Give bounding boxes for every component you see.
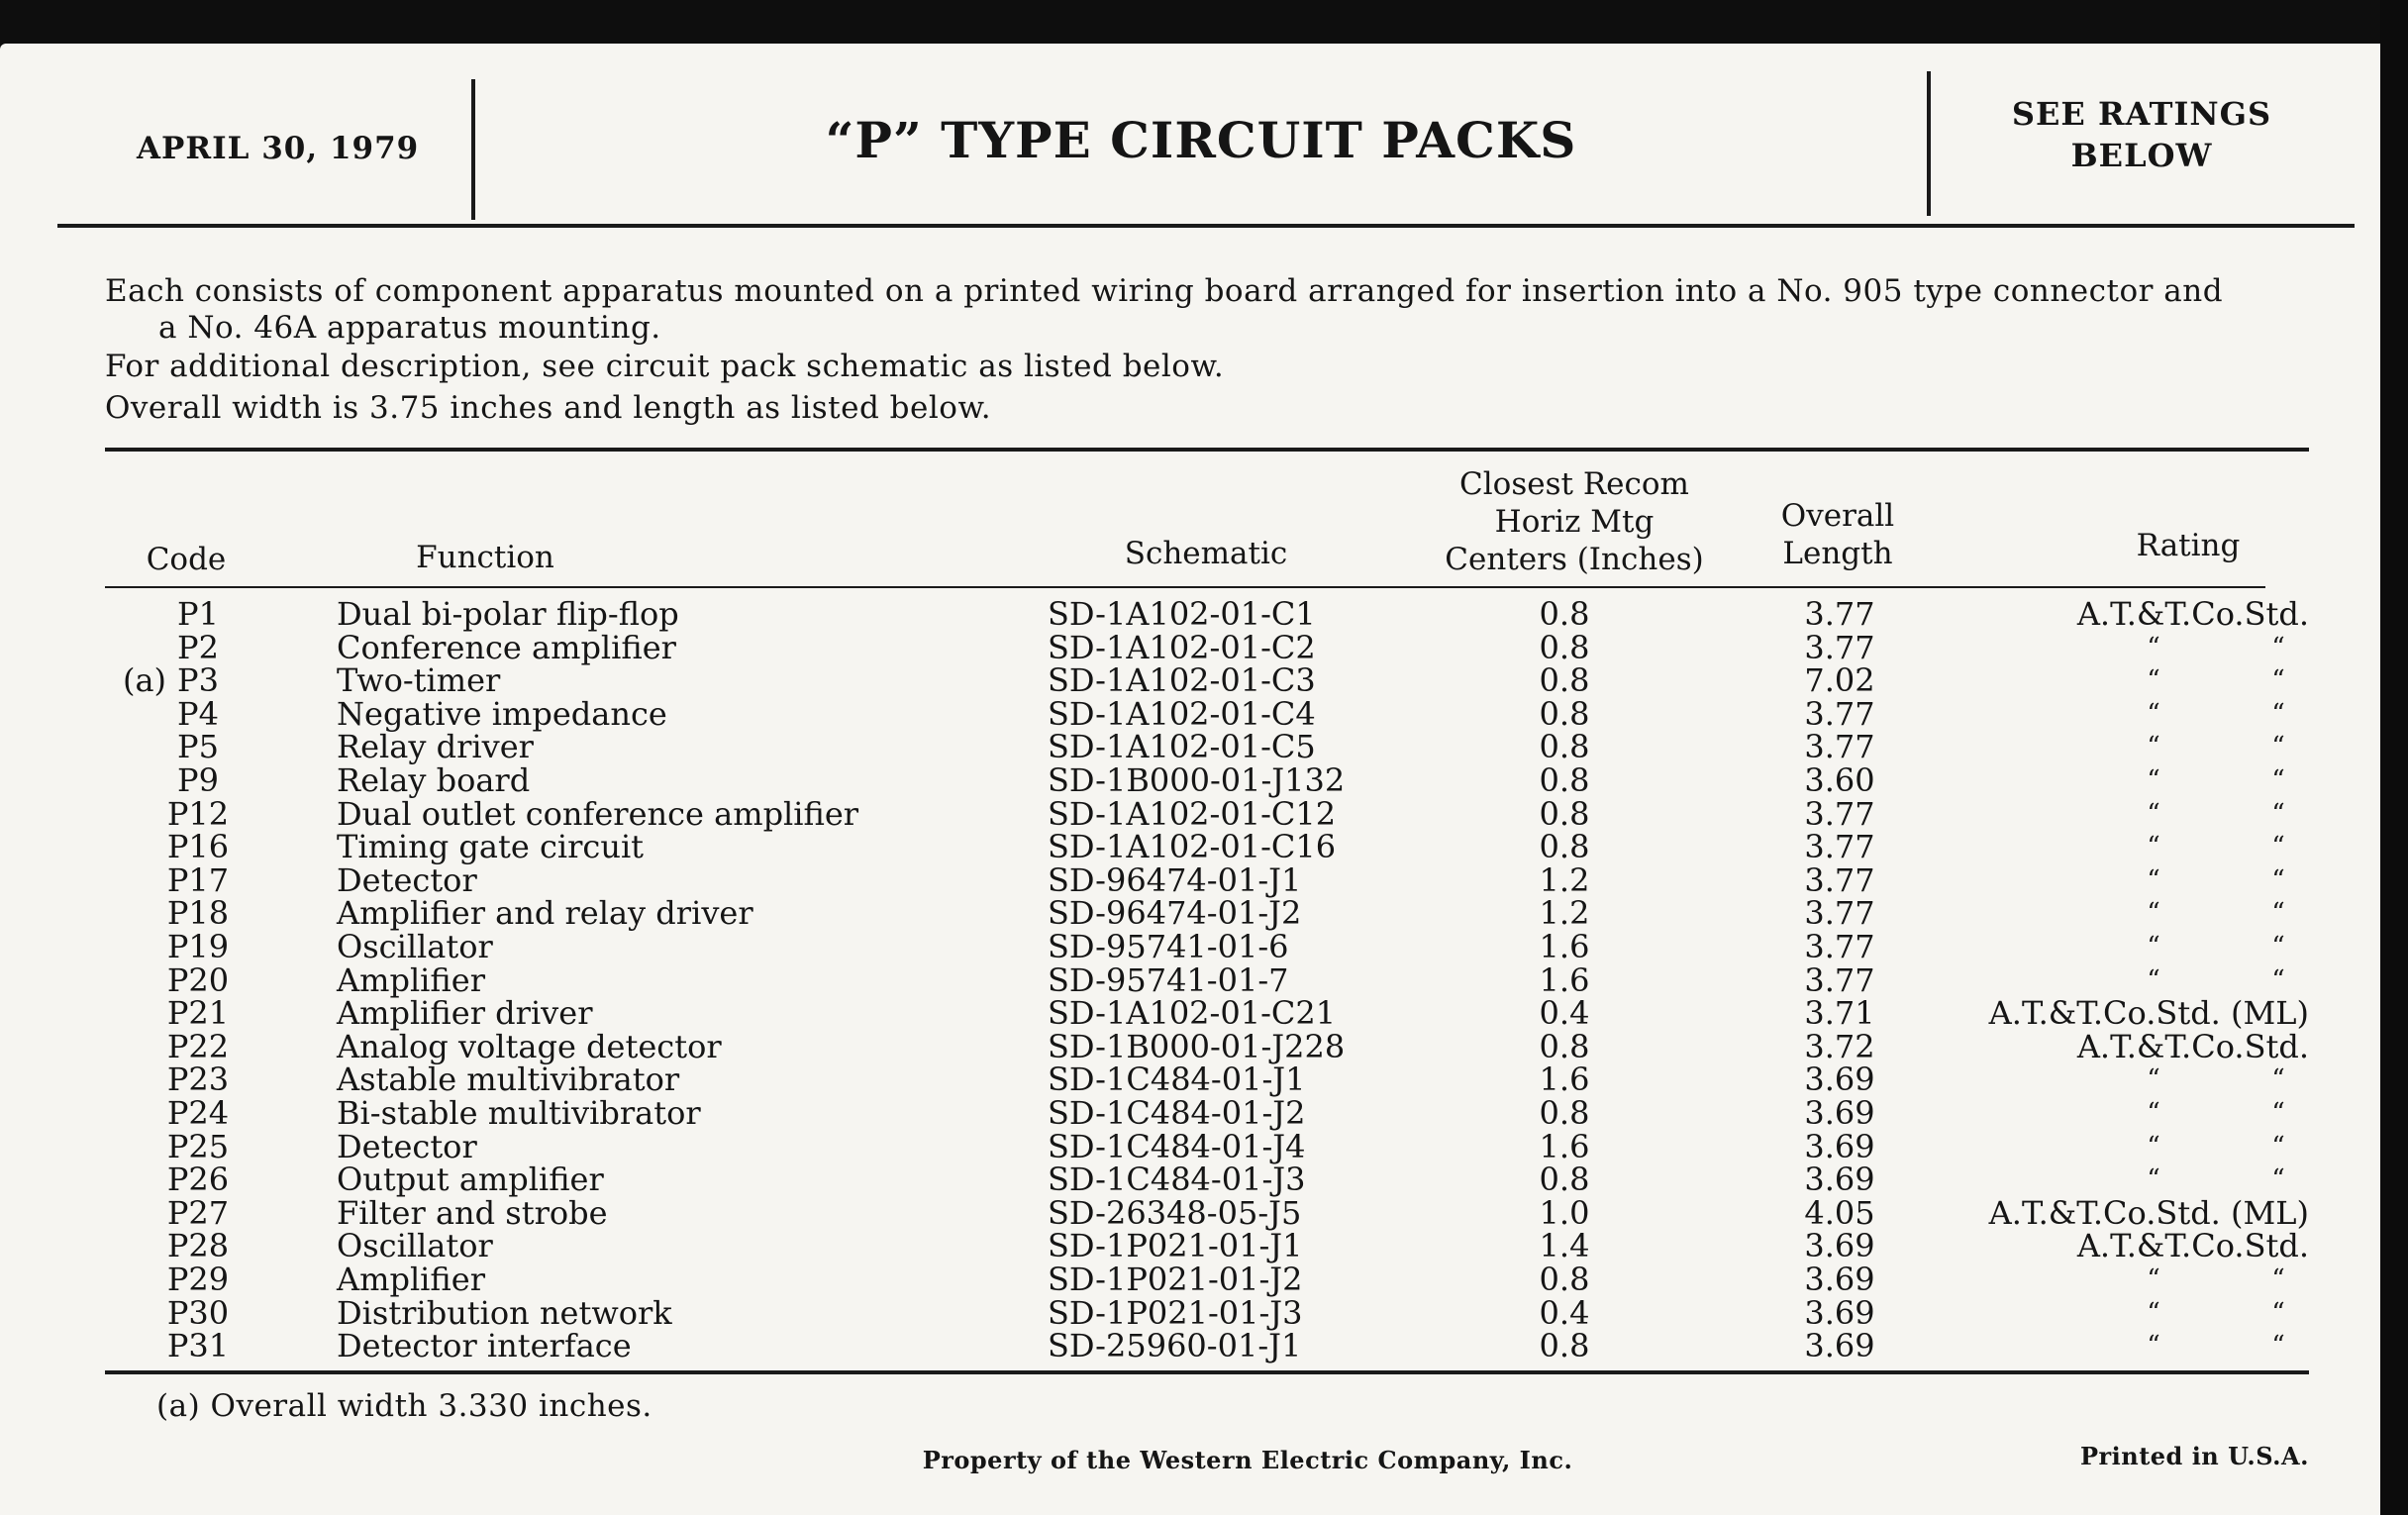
header-underline — [105, 586, 2265, 588]
row-schematic: SD-95741-01-7 — [1048, 960, 1289, 999]
row-centers: 0.8 — [1539, 1327, 1590, 1365]
description-line3: Overall width is 3.75 inches and length as listed below. — [105, 390, 992, 426]
row-function: Detector — [337, 860, 477, 899]
row-note: (a) — [122, 661, 166, 700]
row-rating-ditto: “ — [2271, 1264, 2285, 1294]
row-code: P9 — [177, 761, 219, 799]
row-centers: 0.8 — [1539, 1094, 1590, 1132]
row-centers: 0.8 — [1539, 628, 1590, 666]
col-header-centers — [1426, 465, 1723, 578]
col-header-length-l2: Length — [1782, 536, 1893, 571]
row-code: P16 — [166, 828, 230, 866]
row-length: 3.72 — [1804, 1027, 1875, 1065]
row-length: 3.69 — [1804, 1161, 1875, 1199]
row-length: 3.77 — [1804, 960, 1875, 999]
col-header-length-l1: Overall — [1780, 498, 1895, 534]
footnote: (a) Overall width 3.330 inches. — [156, 1388, 652, 1424]
row-function: Detector — [337, 1127, 477, 1165]
table-row — [0, 1027, 2408, 1065]
row-length: 3.77 — [1804, 728, 1875, 766]
row-rating-ditto: “ — [2147, 665, 2160, 696]
table-row — [0, 595, 2408, 633]
table-row — [0, 1094, 2408, 1132]
row-rating-ditto: “ — [2271, 1131, 2285, 1162]
row-function: Oscillator — [337, 1227, 493, 1265]
row-length: 3.77 — [1804, 860, 1875, 899]
row-schematic: SD-1C484-01-J3 — [1048, 1161, 1306, 1199]
row-rating-ditto: “ — [2271, 1297, 2285, 1328]
table-row — [0, 994, 2408, 1033]
row-rating-ditto: “ — [2271, 864, 2285, 895]
row-rating-ditto: “ — [2271, 1098, 2285, 1128]
row-rating-ditto: “ — [2271, 665, 2285, 696]
row-schematic: SD-1A102-01-C1 — [1048, 595, 1316, 633]
row-code: P23 — [166, 1060, 230, 1099]
row-centers: 0.8 — [1539, 794, 1590, 833]
header-ratings-line1: SEE RATINGS — [2011, 95, 2272, 133]
row-centers: 0.8 — [1539, 728, 1590, 766]
row-rating-ditto: “ — [2147, 1098, 2160, 1128]
row-function: Relay board — [337, 761, 531, 799]
row-schematic: SD-25960-01-J1 — [1048, 1327, 1302, 1365]
row-rating-ditto: “ — [2147, 1331, 2160, 1362]
col-header-code: Code — [146, 542, 227, 577]
row-code: P4 — [177, 694, 219, 733]
row-length: 3.77 — [1804, 694, 1875, 733]
row-rating-ditto: “ — [2271, 798, 2285, 829]
description-line2: For additional description, see circuit pack schematic as listed below. — [105, 349, 1225, 384]
header-ratings — [1931, 93, 2353, 176]
row-code: P17 — [166, 860, 230, 899]
row-schematic: SD-96474-01-J1 — [1048, 860, 1302, 899]
row-schematic: SD-1A102-01-C12 — [1048, 794, 1337, 833]
description-line1-cont: a No. 46A apparatus mounting. — [158, 310, 661, 346]
table-row — [0, 1060, 2408, 1099]
row-schematic: SD-96474-01-J2 — [1048, 894, 1302, 933]
row-function: Dual outlet conference amplifier — [337, 794, 859, 833]
row-code: P5 — [177, 728, 219, 766]
row-function: Amplifier — [337, 960, 485, 999]
row-centers: 1.6 — [1539, 960, 1590, 999]
row-rating-ditto: “ — [2271, 898, 2285, 929]
row-schematic: SD-26348-05-J5 — [1048, 1193, 1302, 1232]
row-rating-ditto: “ — [2147, 1164, 2160, 1195]
row-length: 3.69 — [1804, 1327, 1875, 1365]
row-rating-ditto: “ — [2147, 1297, 2160, 1328]
row-function: Astable multivibrator — [337, 1060, 680, 1099]
row-function: Oscillator — [337, 928, 493, 965]
row-length: 3.69 — [1804, 1293, 1875, 1332]
table-row — [0, 1263, 2408, 1297]
row-rating-ditto: “ — [2147, 1064, 2160, 1095]
table-row — [0, 928, 2408, 965]
row-code: P21 — [166, 994, 230, 1033]
row-function: Detector interface — [337, 1327, 632, 1365]
table-row — [0, 1327, 2408, 1365]
row-code: P27 — [166, 1193, 230, 1232]
row-function: Analog voltage detector — [337, 1027, 722, 1065]
row-schematic: SD-1A102-01-C4 — [1048, 694, 1316, 733]
col-header-length — [1739, 497, 1937, 572]
row-length: 3.77 — [1804, 628, 1875, 666]
row-code: P22 — [166, 1027, 230, 1065]
row-rating-ditto: “ — [2271, 932, 2285, 961]
col-header-rating: Rating — [2136, 528, 2241, 563]
row-centers: 0.8 — [1539, 1027, 1590, 1065]
row-code: P19 — [166, 928, 230, 965]
row-centers: 0.8 — [1539, 1261, 1590, 1298]
row-function: Negative impedance — [337, 694, 667, 733]
row-function: Timing gate circuit — [337, 828, 645, 866]
row-length: 3.69 — [1804, 1060, 1875, 1099]
row-function: Amplifier driver — [337, 994, 593, 1033]
row-rating-ditto: “ — [2271, 1064, 2285, 1095]
row-code: P25 — [166, 1127, 230, 1165]
row-function: Output amplifier — [337, 1161, 604, 1199]
row-length: 3.77 — [1804, 794, 1875, 833]
col-header-centers-l2: Horiz Mtg — [1494, 504, 1655, 540]
row-rating-ditto: “ — [2271, 1331, 2285, 1362]
table-row — [0, 1293, 2408, 1332]
row-code: P30 — [166, 1293, 230, 1332]
row-rating-ditto: “ — [2147, 964, 2160, 995]
row-rating-ditto: “ — [2147, 632, 2160, 662]
row-rating-ditto: “ — [2271, 632, 2285, 662]
row-rating-ditto: “ — [2147, 898, 2160, 929]
row-rating-ditto: “ — [2147, 864, 2160, 895]
row-schematic: SD-95741-01-6 — [1048, 928, 1289, 965]
row-centers: 0.8 — [1539, 761, 1590, 799]
row-rating-ditto: “ — [2147, 832, 2160, 862]
row-length: 3.71 — [1804, 994, 1875, 1033]
row-code: P20 — [166, 960, 230, 999]
row-schematic: SD-1A102-01-C16 — [1048, 828, 1337, 866]
row-schematic: SD-1P021-01-J2 — [1048, 1261, 1303, 1298]
row-length: 3.69 — [1804, 1127, 1875, 1165]
row-function: Amplifier and relay driver — [337, 894, 753, 933]
table-row — [0, 728, 2408, 766]
header-ratings-line2: BELOW — [2070, 137, 2213, 174]
row-rating: A.T.&T.Co.Std. — [2076, 1027, 2309, 1065]
row-length: 3.77 — [1804, 894, 1875, 933]
footer-printed: Printed in U.S.A. — [2079, 1442, 2309, 1470]
row-rating-ditto: “ — [2147, 932, 2160, 961]
row-centers: 0.8 — [1539, 694, 1590, 733]
row-schematic: SD-1B000-01-J228 — [1048, 1027, 1346, 1065]
row-schematic: SD-1A102-01-C2 — [1048, 628, 1316, 666]
row-length: 3.60 — [1804, 761, 1875, 799]
header-date: APRIL 30, 1979 — [137, 131, 420, 166]
row-rating: A.T.&T.Co.Std. — [2076, 595, 2309, 633]
row-centers: 0.4 — [1539, 1293, 1590, 1332]
row-function: Two-timer — [337, 661, 501, 700]
row-function: Relay driver — [337, 728, 534, 766]
row-code: P1 — [177, 595, 219, 633]
row-schematic: SD-1P021-01-J1 — [1048, 1227, 1303, 1265]
row-length: 4.05 — [1804, 1193, 1875, 1232]
row-rating-ditto: “ — [2147, 1264, 2160, 1294]
row-code: P28 — [166, 1227, 230, 1265]
row-schematic: SD-1A102-01-C5 — [1048, 728, 1316, 766]
row-schematic: SD-1A102-01-C3 — [1048, 661, 1316, 700]
row-length: 3.69 — [1804, 1261, 1875, 1298]
col-header-centers-l3: Centers (Inches) — [1445, 542, 1704, 577]
table-row — [0, 1227, 2408, 1265]
table-top-rule — [105, 448, 2309, 452]
row-rating-ditto: “ — [2271, 732, 2285, 762]
row-centers: 1.6 — [1539, 1060, 1590, 1099]
row-centers: 1.4 — [1539, 1227, 1590, 1265]
row-rating-ditto: “ — [2271, 765, 2285, 795]
footer-property: Property of the Western Electric Company, Inc. — [922, 1446, 1573, 1474]
row-schematic: SD-1P021-01-J3 — [1048, 1293, 1303, 1332]
row-centers: 0.8 — [1539, 595, 1590, 633]
col-header-function: Function — [416, 540, 554, 575]
table-row — [0, 1193, 2408, 1232]
row-code: P24 — [166, 1094, 230, 1132]
row-rating: A.T.&T.Co.Std. — [2076, 1227, 2309, 1265]
row-function: Bi-stable multivibrator — [337, 1094, 701, 1132]
row-schematic: SD-1C484-01-J4 — [1048, 1127, 1306, 1165]
row-length: 3.69 — [1804, 1094, 1875, 1132]
row-rating: A.T.&T.Co.Std. (ML) — [1988, 1193, 2309, 1232]
table-row — [0, 694, 2408, 733]
row-function: Distribution network — [337, 1293, 672, 1332]
page-title: “P” TYPE CIRCUIT PACKS — [825, 111, 1577, 169]
row-rating: A.T.&T.Co.Std. (ML) — [1988, 994, 2309, 1033]
row-function: Filter and strobe — [337, 1193, 608, 1232]
table-row — [0, 761, 2408, 799]
row-rating-ditto: “ — [2147, 732, 2160, 762]
table-row — [0, 661, 2408, 700]
table-row — [0, 1127, 2408, 1165]
row-length: 3.69 — [1804, 1227, 1875, 1265]
row-code: P18 — [166, 894, 230, 933]
description-line1: Each consists of component apparatus mounted on a printed wiring board arranged for insertion into a No. 905 type connector and — [105, 273, 2224, 309]
row-centers: 0.4 — [1539, 994, 1590, 1033]
row-rating-ditto: “ — [2147, 798, 2160, 829]
row-centers: 1.0 — [1539, 1193, 1590, 1232]
row-centers: 0.8 — [1539, 828, 1590, 866]
table-bottom-rule — [105, 1370, 2309, 1374]
row-rating-ditto: “ — [2271, 832, 2285, 862]
row-centers: 1.2 — [1539, 894, 1590, 933]
row-code: P26 — [166, 1161, 230, 1199]
row-code: P31 — [166, 1327, 230, 1365]
row-rating-ditto: “ — [2147, 698, 2160, 729]
row-length: 3.77 — [1804, 928, 1875, 965]
row-function: Dual bi-polar flip-flop — [337, 595, 679, 633]
table-row — [0, 794, 2408, 833]
row-centers: 1.6 — [1539, 1127, 1590, 1165]
row-rating-ditto: “ — [2271, 964, 2285, 995]
row-length: 3.77 — [1804, 828, 1875, 866]
table-row — [0, 960, 2408, 999]
table-row — [0, 894, 2408, 933]
row-length: 7.02 — [1804, 661, 1875, 700]
row-rating-ditto: “ — [2147, 765, 2160, 795]
table-row — [0, 860, 2408, 899]
row-code: P3 — [177, 661, 219, 700]
row-schematic: SD-1C484-01-J2 — [1048, 1094, 1306, 1132]
row-centers: 1.2 — [1539, 860, 1590, 899]
table-row — [0, 828, 2408, 866]
header-rule — [57, 224, 2355, 228]
row-rating-ditto: “ — [2271, 1164, 2285, 1195]
row-centers: 0.8 — [1539, 1161, 1590, 1199]
row-function: Amplifier — [337, 1261, 485, 1298]
row-rating-ditto: “ — [2147, 1131, 2160, 1162]
row-function: Conference amplifier — [337, 628, 676, 666]
row-schematic: SD-1B000-01-J132 — [1048, 761, 1346, 799]
row-schematic: SD-1A102-01-C21 — [1048, 994, 1337, 1033]
row-length: 3.77 — [1804, 595, 1875, 633]
row-code: P2 — [177, 628, 219, 666]
row-schematic: SD-1C484-01-J1 — [1048, 1060, 1306, 1099]
table-row — [0, 1163, 2408, 1197]
row-centers: 1.6 — [1539, 928, 1590, 965]
row-rating-ditto: “ — [2271, 698, 2285, 729]
row-code: P29 — [166, 1261, 230, 1298]
table-row — [0, 628, 2408, 666]
col-header-schematic: Schematic — [1124, 536, 1288, 571]
row-code: P12 — [166, 794, 230, 833]
col-header-centers-l1: Closest Recom — [1459, 466, 1689, 502]
row-centers: 0.8 — [1539, 661, 1590, 700]
